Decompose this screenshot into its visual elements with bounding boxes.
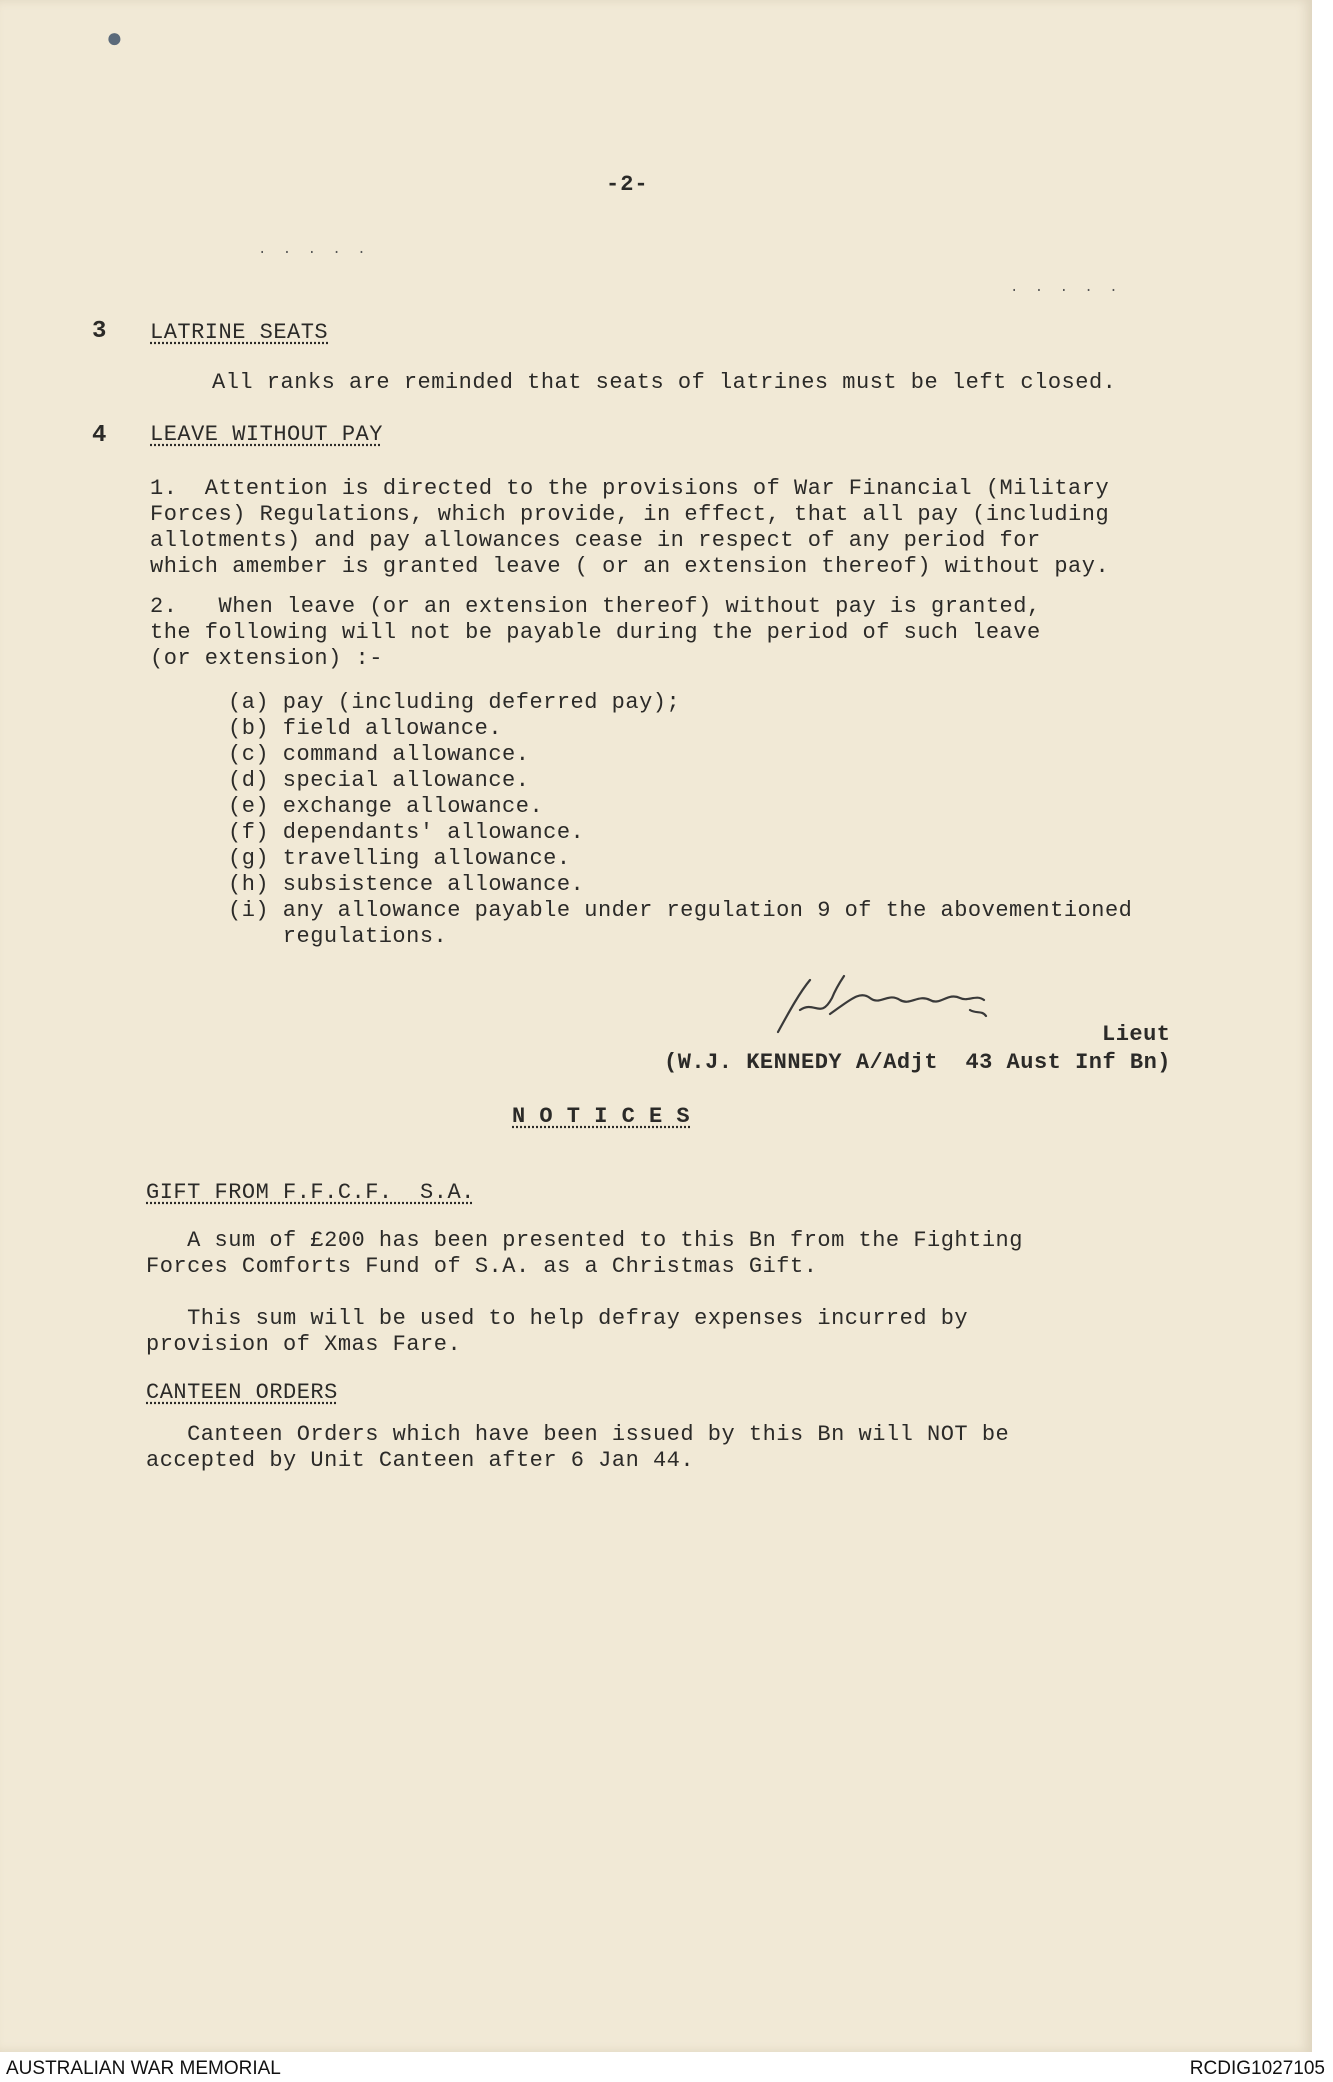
signature-rank: Lieut	[1102, 1022, 1171, 1047]
item-4-number: 4	[92, 422, 107, 449]
allowance-list-item: (i) any allowance payable under regulation 9 of the abovementioned	[228, 898, 1133, 923]
page-number: -2-	[606, 172, 649, 197]
notices-heading: N O T I C E S	[512, 1104, 691, 1129]
leave-para-1-line: 1. Attention is directed to the provisions of War Financial (Military	[150, 476, 1110, 501]
gift-text-line: Forces Comforts Fund of S.A. as a Christmas Gift.	[146, 1254, 818, 1279]
leave-para-1-line: Forces) Regulations, which provide, in effect, that all pay (including	[150, 502, 1110, 527]
item-3-heading: LATRINE SEATS	[150, 320, 329, 345]
allowance-list-item: (d) special allowance.	[228, 768, 530, 793]
item-3-text: All ranks are reminded that seats of latrines must be left closed.	[212, 370, 1117, 395]
faint-marks: . . . . .	[258, 242, 370, 258]
faint-marks: . . . . .	[1010, 280, 1122, 296]
footer-catalogue-id: RCDIG1027105	[1189, 2058, 1325, 2079]
gift-text-line: A sum of £200 has been presented to this Bn from the Fighting	[146, 1228, 1023, 1253]
gift-heading: GIFT FROM F.F.C.F. S.A.	[146, 1180, 475, 1205]
leave-para-1-line: allotments) and pay allowances cease in respect of any period for	[150, 528, 1041, 553]
canteen-text-line: accepted by Unit Canteen after 6 Jan 44.	[146, 1448, 695, 1473]
allowance-list-item: regulations.	[228, 924, 448, 949]
allowance-list-item: (h) subsistence allowance.	[228, 872, 585, 897]
leave-para-2-line: the following will not be payable during the period of such leave	[150, 620, 1041, 645]
ink-stain: ●	[106, 25, 123, 56]
allowance-list-item: (a) pay (including deferred pay);	[228, 690, 681, 715]
allowance-list-item: (c) command allowance.	[228, 742, 530, 767]
gift-text-line: This sum will be used to help defray expenses incurred by	[146, 1306, 969, 1331]
item-4-heading: LEAVE WITHOUT PAY	[150, 422, 383, 447]
allowance-list-item: (b) field allowance.	[228, 716, 503, 741]
canteen-text-line: Canteen Orders which have been issued by this Bn will NOT be	[146, 1422, 1010, 1447]
allowance-list-item: (g) travelling allowance.	[228, 846, 571, 871]
footer-source: AUSTRALIAN WAR MEMORIAL	[6, 2058, 281, 2079]
signature-name-line: (W.J. KENNEDY A/Adjt 43 Aust Inf Bn)	[664, 1050, 1171, 1075]
leave-para-2-line: 2. When leave (or an extension thereof) without pay is granted,	[150, 594, 1041, 619]
item-3-number: 3	[92, 318, 107, 345]
canteen-heading: CANTEEN ORDERS	[146, 1380, 338, 1405]
allowance-list-item: (f) dependants' allowance.	[228, 820, 585, 845]
leave-para-1-line: which amember is granted leave ( or an extension thereof) without pay.	[150, 554, 1110, 579]
leave-para-2-line: (or extension) :-	[150, 646, 383, 671]
allowance-list-item: (e) exchange allowance.	[228, 794, 544, 819]
handwritten-signature	[770, 970, 1060, 1040]
gift-text-line: provision of Xmas Fare.	[146, 1332, 462, 1357]
